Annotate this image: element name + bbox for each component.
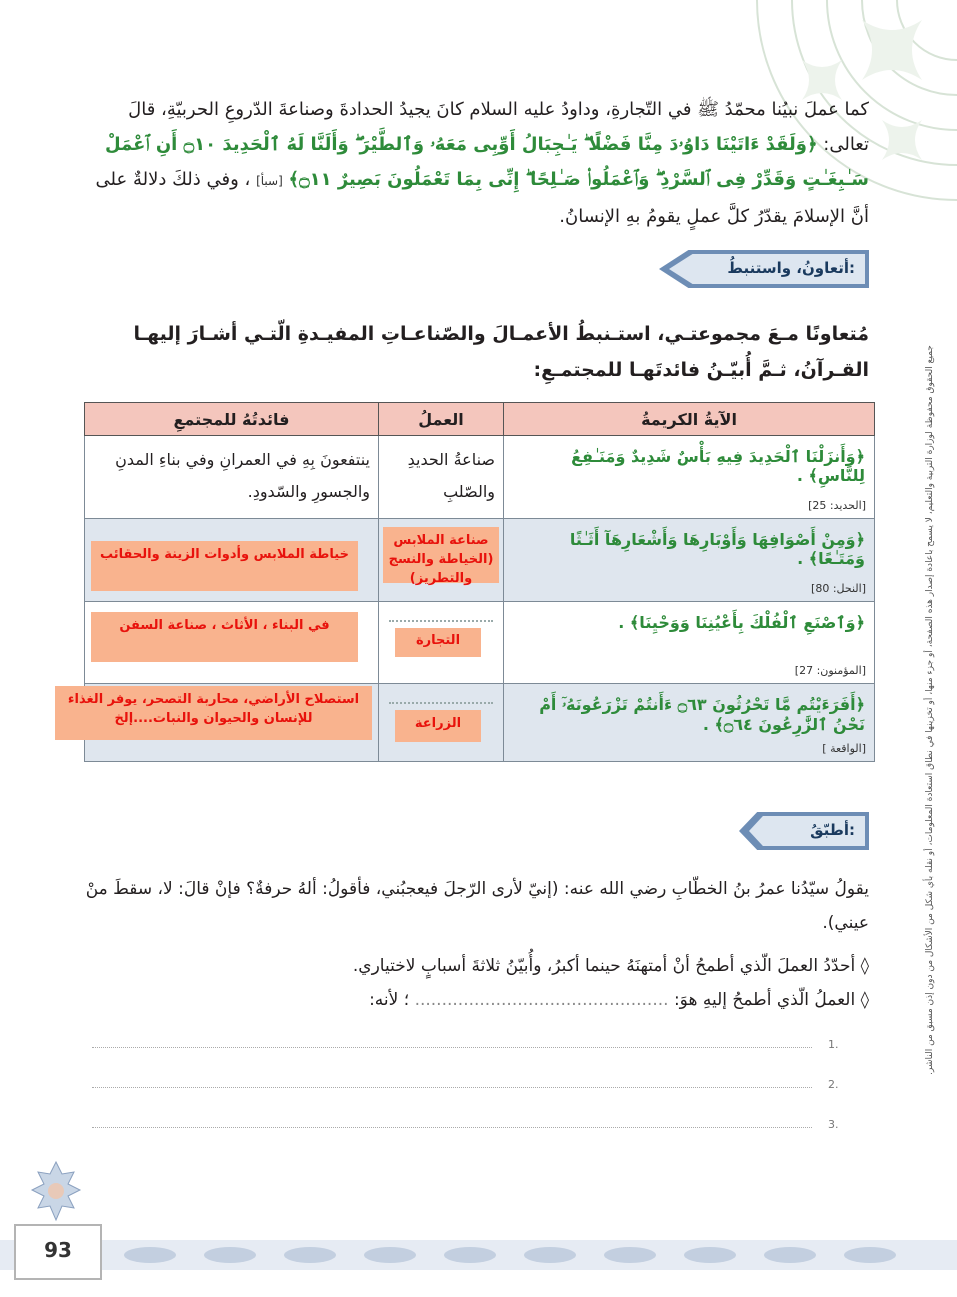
answer-note-benefit: في البناء ، الأثاث ، صناعة السفن — [91, 612, 358, 662]
verse-ref: [المؤمنون: 27] — [794, 664, 866, 677]
table-row — [85, 684, 875, 762]
answer-blank[interactable]: ............................................... — [414, 990, 669, 1010]
verse-text: ﴿وَٱصْنَعِ ٱلْفُلْكَ بِأَعْيُنِنَا وَوَحْيِنَا﴾ . — [618, 613, 865, 632]
apply-quote: يقولُ سيّدُنا عمرُ بنُ الخطّابِ رضي الله عنه: (إنيّ لأرى الرّجلَ فيعجبُني، فأقولُ: ألهُ حرفةٌ؟ فإنْ قالَ: لا، سقطَ منْ عيني). — [85, 879, 869, 933]
verse-ref: [الواقعة ] — [822, 742, 866, 755]
intro-line: كما عملَ نبيُنا محمّدُ ﷺ في التّجارةِ، وداودُ عليه السلام كانَ يجيدُ الحدادةَ وصناعةَ الدّروعِ الحربيّةِ، قالَ تعالى: — [128, 99, 869, 155]
table-row — [85, 519, 875, 602]
line-number: 3. — [828, 1118, 839, 1131]
answer-line-3[interactable] — [92, 1127, 812, 1128]
bullet-desired-job — [79, 984, 869, 1016]
answer-note-work: الزراعة — [395, 710, 481, 742]
section-title: أطبّقُ: — [810, 821, 855, 839]
section-tab-cooperate — [659, 250, 869, 288]
answer-note-benefit: استصلاح الأراضي، محاربة التصحر، يوفر الغذاء للإنسان والحيوان والنبات....إلخ — [55, 686, 372, 740]
header-work: العملُ — [379, 403, 504, 436]
intro-paragraph — [79, 92, 869, 234]
header-benefit: فائدتُهُ للمجتمعِ — [85, 403, 379, 436]
section-title: أتعاونُ، واستنبطُ: — [727, 259, 855, 277]
line-number: 2. — [828, 1078, 839, 1091]
industries-table — [67, 402, 875, 762]
section-tab-apply — [739, 812, 869, 850]
intro-conclusion: ، وفي ذلكَ دلالةٌ على أنَّ الإسلامَ يقدّرُ كلَّ عملٍ يقومُ بهِ الإنسانُ. — [95, 169, 869, 227]
verse-reference: [سبأ] — [256, 174, 283, 188]
page-ornament — [18, 1160, 94, 1226]
page-number-box — [14, 1224, 102, 1280]
answer-note-benefit: خياطة الملابس وأدوات الزينة والحقائب — [91, 541, 358, 591]
verse-ref: [الحديد: 25] — [808, 499, 866, 512]
verse-text: ﴿وَأَنزَلْنَا ٱلْحَدِيدَ فِيهِ بَأْسٌ شَدِيدٌ وَمَنَـٰفِعُ لِلنَّاسِ﴾ . — [571, 447, 865, 485]
bullet-determine-job: ◊ أحدّدُ العملَ الّذي أطمحُ أنْ أمتهنَهُ حينما أكبرُ، وأُبيّنُ ثلاثةَ أسبابٍ لاختياري. — [352, 956, 869, 976]
table-row — [85, 436, 875, 519]
task-instruction: مُتعاونًا مـعَ مجموعتـي، استـنبطُ الأعمـالَ والصّناعـاتِ المفيـدةِ الّتـي أشـارَ إليهـا القـرآنُ، ثـمَّ أُبيّـنُ فائدتَهـا للمجتمـعِ: — [133, 323, 869, 381]
copyright-sidebar — [915, 300, 945, 1120]
verse-text: ﴿أَفَرَءَيْتُم مَّا تَحْرُثُونَ ۝٦٣ ءَأَنتُمْ تَزْرَعُونَهُۥٓ أَمْ نَحْنُ ٱلزَّٰرِعُونَ ۝٦٤﴾ . — [539, 695, 865, 734]
bullet-suffix: ؛ لأنه: — [369, 990, 410, 1010]
footer-decorative-band — [0, 1228, 957, 1278]
answer-line-1[interactable] — [92, 1047, 812, 1048]
copyright-text: جميع الحقوق محفوظة لوزارة التربية والتعليم، لا يسمح باعادة إصدار هذه الصفحة، أو جزء منها، أو تخزينها في نطاق استعادة المعلومات، أو نقله بأي شكل من الأشكال من دون إذن مسبق من الناشر. — [925, 345, 935, 1075]
line-number: 1. — [828, 1038, 839, 1051]
header-verse: الآيةُ الكريمةُ — [504, 403, 875, 436]
quran-verse-intro: ﴿وَلَقَدْ ءَاتَيْنَا دَاوُۥدَ مِنَّا فَضْلًا ۖ يَـٰجِبَالُ أَوِّبِى مَعَهُۥ وَٱلطَّيْرَ ۖ وَأَلَنَّا لَهُ ٱلْحَدِيدَ ۝١٠ أَنِ ٱعْمَلْ سَـٰبِغَـٰتٍ وَقَدِّرْ فِى ٱلسَّرْدِ ۖ وَٱعْمَلُوا۟ صَـٰلِحًا ۖ إِنِّى بِمَا تَعْمَلُونَ بَصِيرٌ ۝١١﴾ — [105, 134, 869, 190]
page-number: 93 — [44, 1238, 72, 1262]
table-row — [85, 602, 875, 684]
answer-line-2[interactable] — [92, 1087, 812, 1088]
work-cell: صناعةُ الحديدِ والصّلبِ — [379, 436, 504, 519]
answer-note-work: التجارة — [395, 628, 481, 657]
dotted-line — [389, 702, 493, 704]
table-header-row — [85, 403, 875, 436]
dotted-line — [389, 620, 493, 622]
bullet-prefix: ◊ العملُ الّذي أطمحُ إليهِ هوَ: — [673, 990, 869, 1010]
benefit-cell: ينتفعونَ بِهِ في العمرانِ وفي بناءِ المدنِ والجسورِ والسّدودِ. — [85, 436, 379, 519]
answer-note-work: صناعة الملابس (الخياطة والنسج والتطريز) — [383, 527, 499, 583]
verse-text: ﴿وَمِنْ أَصْوَافِهَا وَأَوْبَارِهَا وَأَشْعَارِهَآ أَثَـٰثًا وَمَتَـٰعًا﴾ . — [569, 530, 865, 568]
verse-ref: [النحل: 80] — [811, 582, 866, 595]
